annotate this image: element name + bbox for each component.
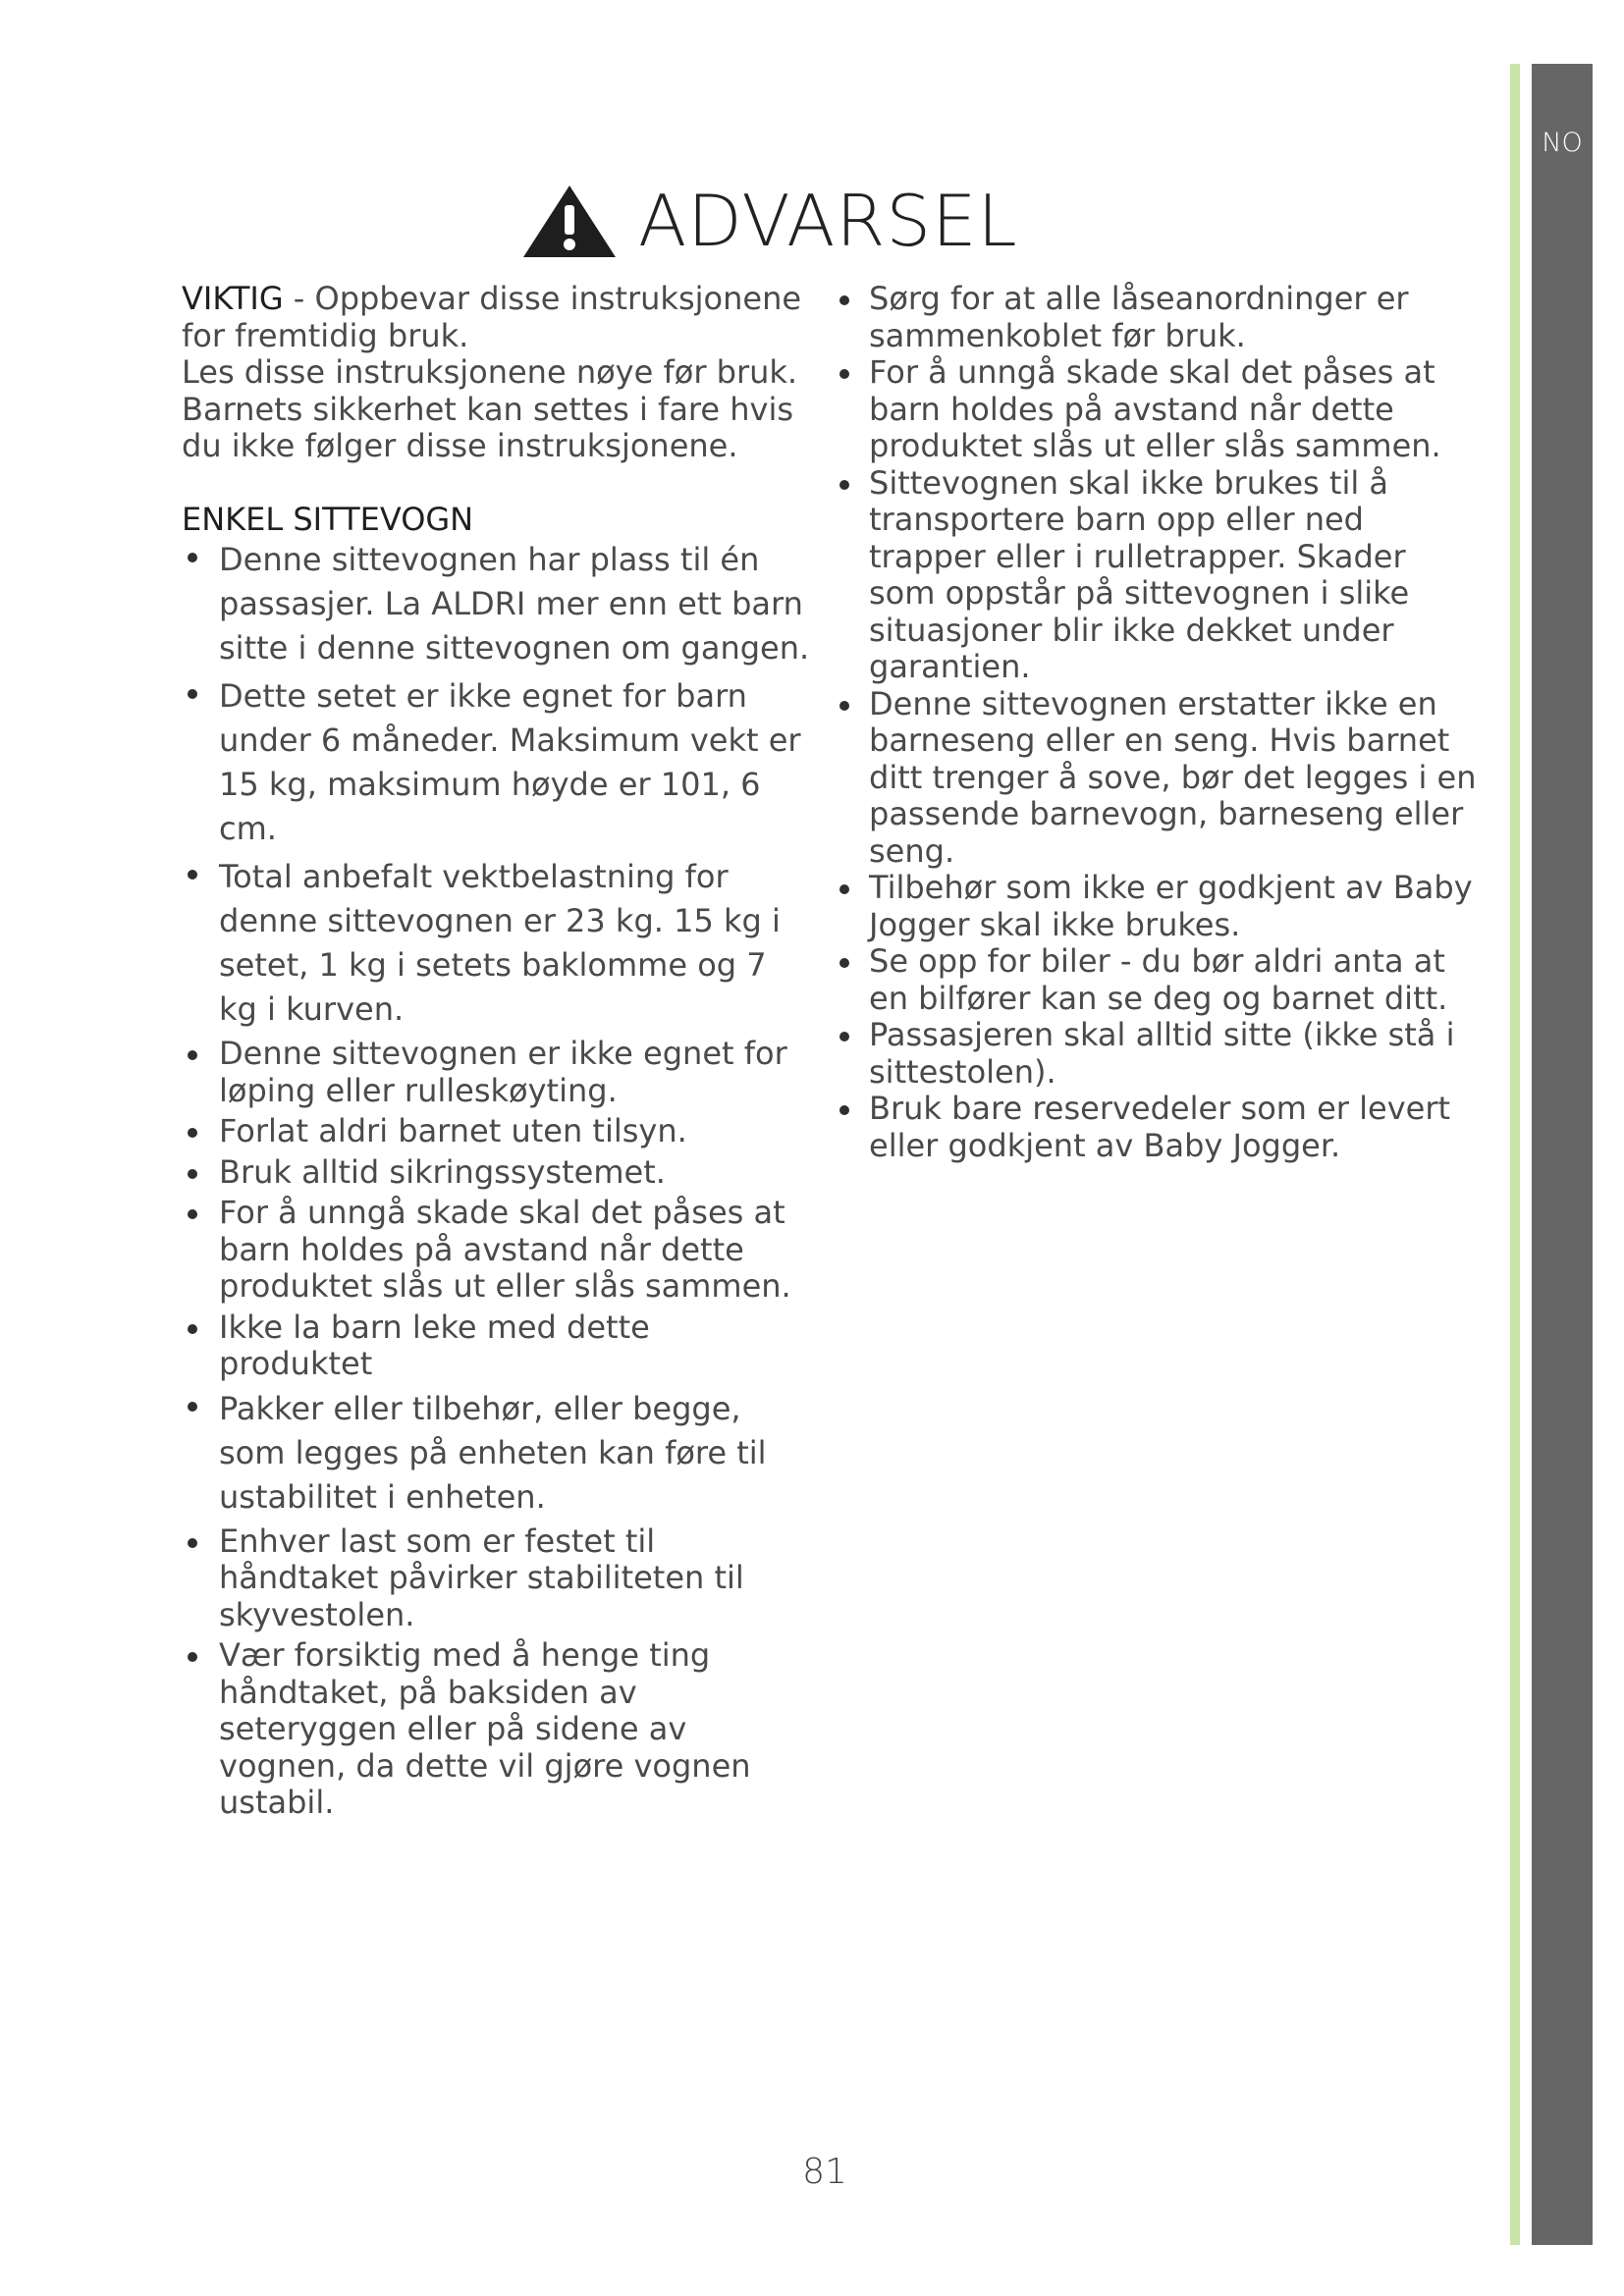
list-item: Enhver last som er festet til håndtaket påvirker stabiliteten til skyvestolen.: [182, 1523, 810, 1634]
list-item: Bruk bare reservedeler som er levert eller godkjent av Baby Jogger.: [839, 1091, 1478, 1164]
warning-triangle-icon: [520, 182, 619, 260]
intro-line-2: Les disse instruksjonene nøye før bruk. Barnets sikkerhet kan settes i fare hvis du ikke følger disse instruksjonene.: [182, 353, 798, 464]
list-item: For å unngå skade skal det påses at barn holdes på avstand når dette produktet slås ut eller slås sammen.: [182, 1195, 810, 1306]
intro-paragraph: [182, 281, 810, 354]
list-item: Pakker eller tilbehør, eller begge, som legges på enheten kan føre til ustabilitet i enheten.: [182, 1387, 810, 1520]
list-item: Vær forsiktig med å henge ting håndtaket, på baksiden av seteryggen eller på sidene av vognen, da dette vil gjøre vognen ustabil.: [182, 1637, 810, 1822]
list-item: Forlat aldri barnet uten tilsyn.: [182, 1113, 810, 1150]
list-item: Sittevognen skal ikke brukes til å transportere barn opp eller ned trapper eller i rulletrapper. Skader som oppstår på sittevognen i slike situasjoner blir ikke dekket under garantien.: [839, 465, 1478, 686]
intro-line-1: - Oppbevar disse instruksjonene for fremtidig bruk.: [182, 280, 802, 354]
right-warning-list: [839, 281, 1478, 1164]
page-number: 81: [802, 2152, 847, 2192]
right-column: [839, 281, 1478, 1164]
list-item: Denne sittevognen er ikke egnet for løping eller rulleskøyting.: [182, 1036, 810, 1109]
list-item: Denne sittevognen har plass til én passasjer. La ALDRI mer enn ett barn sitte i denne sittevognen om gangen.: [182, 538, 810, 670]
list-item: Ikke la barn leke med dette produktet: [182, 1309, 810, 1383]
side-accent-stripe: [1510, 64, 1520, 2245]
list-item: Passasjeren skal alltid sitte (ikke stå i sittestolen).: [839, 1017, 1478, 1091]
left-warning-list: [182, 538, 810, 1822]
list-item: Denne sittevognen erstatter ikke en barneseng eller en seng. Hvis barnet ditt trenger å sove, bør det legges i en passende barnevogn, barneseng eller seng.: [839, 686, 1478, 871]
list-item: Dette setet er ikke egnet for barn under 6 måneder. Maksimum vekt er 15 kg, maksimum høyde er 101, 6 cm.: [182, 674, 810, 851]
side-language-bar: [1532, 64, 1593, 2245]
list-item: Tilbehør som ikke er godkjent av Baby Jogger skal ikke brukes.: [839, 870, 1478, 943]
intro-lead: VIKTIG: [182, 280, 284, 317]
left-column: [182, 281, 810, 1826]
warning-heading: [520, 177, 1018, 265]
page-title: ADVARSEL: [638, 180, 1018, 262]
section-title: ENKEL SITTEVOGN: [182, 500, 474, 538]
list-item: Bruk alltid sikringssystemet.: [182, 1154, 810, 1192]
list-item: For å unngå skade skal det påses at barn holdes på avstand når dette produktet slås ut eller slås sammen.: [839, 354, 1478, 465]
language-tab-label: NO: [1542, 128, 1583, 158]
list-item: Se opp for biler - du bør aldri anta at en bilfører kan se deg og barnet ditt.: [839, 943, 1478, 1017]
list-item: Total anbefalt vektbelastning for denne sittevognen er 23 kg. 15 kg i setet, 1 kg i setets baklomme og 7 kg i kurven.: [182, 855, 810, 1032]
list-item: Sørg for at alle låseanordninger er sammenkoblet før bruk.: [839, 281, 1478, 354]
